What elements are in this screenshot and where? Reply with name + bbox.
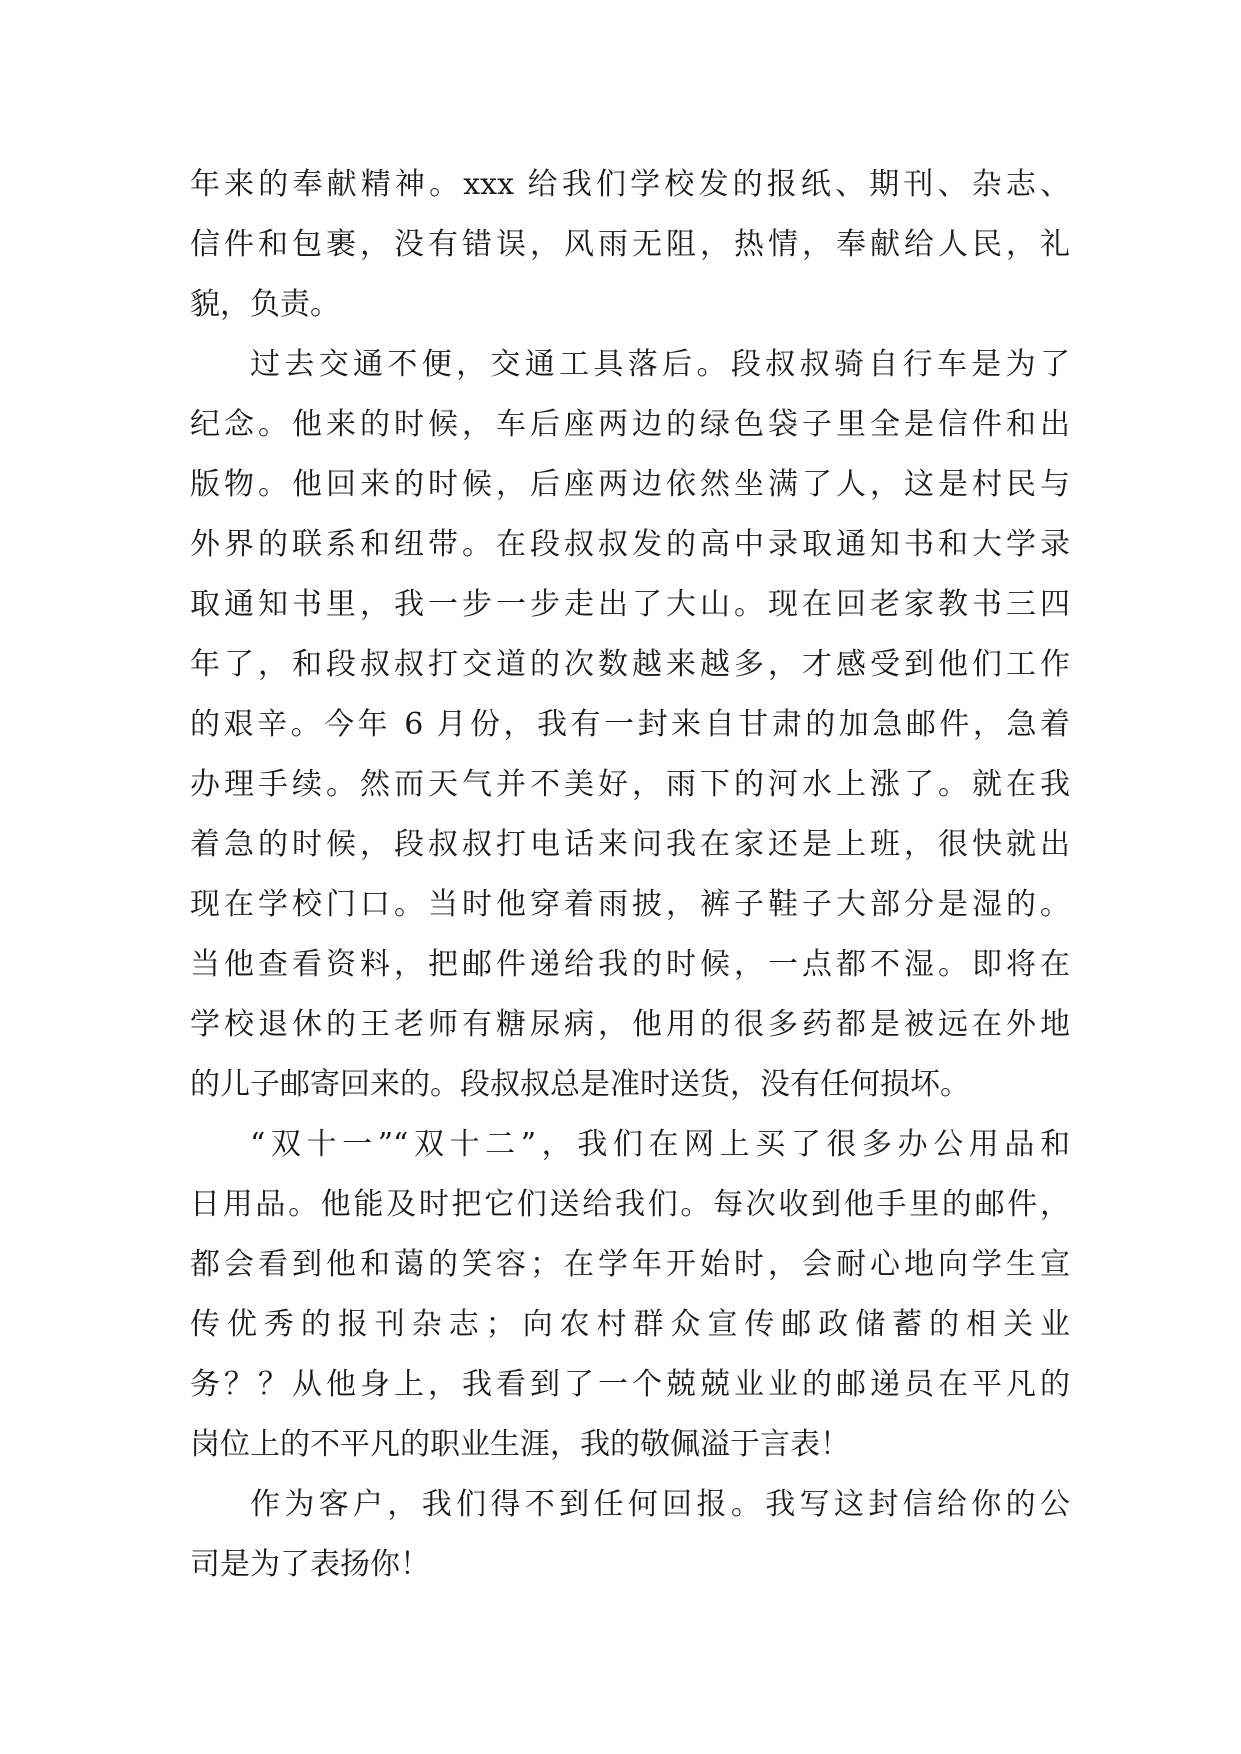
text-line: 的艰辛。今年 6 月份，我有一封来自甘肃的加急邮件，急着 (190, 707, 1070, 742)
text-line: 作为客户，我们得不到任何回报。我写这封信给你的公 (250, 1487, 1070, 1522)
text-line: 版物。他回来的时候，后座两边依然坐满了人，这是村民与 (190, 467, 1070, 502)
text-line: 日用品。他能及时把它们送给我们。每次收到他手里的邮件， (190, 1187, 1070, 1222)
paragraph-1 (190, 155, 1070, 335)
text-line: 司是为了表扬你！ (190, 1547, 430, 1582)
text-line: 信件和包裹，没有错误，风雨无阻，热情，奉献给人民，礼 (190, 227, 1070, 262)
text-line: 传优秀的报刊杂志；向农村群众宣传邮政储蓄的相关业 (190, 1307, 1070, 1342)
text-line: 取通知书里，我一步一步走出了大山。现在回老家教书三四 (190, 587, 1070, 622)
text-line: 纪念。他来的时候，车后座两边的绿色袋子里全是信件和出 (190, 407, 1070, 442)
text-line: 着急的时候，段叔叔打电话来问我在家还是上班，很快就出 (190, 827, 1070, 862)
text-line: 的儿子邮寄回来的。段叔叔总是准时送货，没有任何损坏。 (190, 1067, 970, 1102)
paragraph-4 (190, 1475, 1070, 1595)
text-line: 貌，负责。 (190, 287, 340, 322)
paragraph-3 (190, 1115, 1070, 1475)
text-line: 现在学校门口。当时他穿着雨披，裤子鞋子大部分是湿的。 (190, 887, 1070, 922)
text-line: 年了，和段叔叔打交道的次数越来越多，才感受到他们工作 (190, 647, 1070, 682)
text-line: “双十一”“双十二”，我们在网上买了很多办公用品和 (250, 1127, 1070, 1162)
text-line: 年来的奉献精神。xxx 给我们学校发的报纸、期刊、杂志、 (190, 167, 1070, 202)
text-line: 都会看到他和蔼的笑容；在学年开始时，会耐心地向学生宣 (190, 1247, 1070, 1282)
text-line: 过去交通不便，交通工具落后。段叔叔骑自行车是为了 (250, 347, 1070, 382)
text-line: 岗位上的不平凡的职业生涯，我的敬佩溢于言表！ (190, 1427, 850, 1462)
text-line: 务？？从他身上，我看到了一个兢兢业业的邮递员在平凡的 (190, 1367, 1070, 1402)
text-line: 学校退休的王老师有糖尿病，他用的很多药都是被远在外地 (190, 1007, 1070, 1042)
text-line: 当他查看资料，把邮件递给我的时候，一点都不湿。即将在 (190, 947, 1070, 982)
paragraph-2 (190, 335, 1070, 1115)
text-line: 办理手续。然而天气并不美好，雨下的河水上涨了。就在我 (190, 767, 1070, 802)
text-line: 外界的联系和纽带。在段叔叔发的高中录取通知书和大学录 (190, 527, 1070, 562)
letter-body (190, 155, 1070, 1595)
